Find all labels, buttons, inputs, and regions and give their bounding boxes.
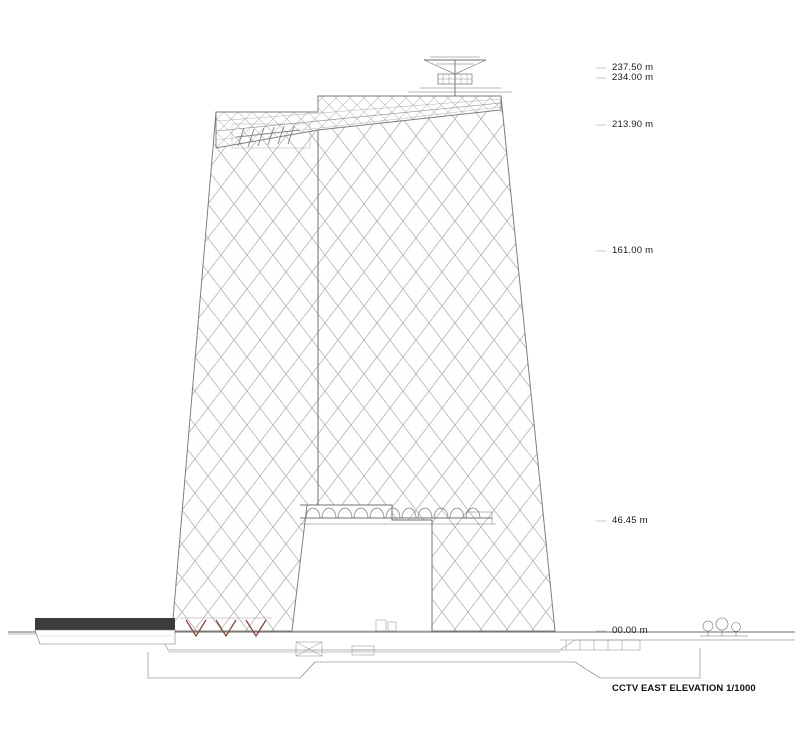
level-label-234-00: 234.00 m (612, 72, 654, 83)
drawing-title: CCTV EAST ELEVATION 1/1000 (612, 683, 756, 694)
level-label-161-00: 161.00 m (612, 245, 654, 256)
level-label-213-90: 213.90 m (612, 119, 654, 130)
level-label-46-45: 46.45 m (612, 515, 648, 526)
level-label-237-50: 237.50 m (612, 62, 654, 73)
plaza-canopy (35, 618, 175, 644)
level-label-00-00: 00.00 m (612, 625, 648, 636)
